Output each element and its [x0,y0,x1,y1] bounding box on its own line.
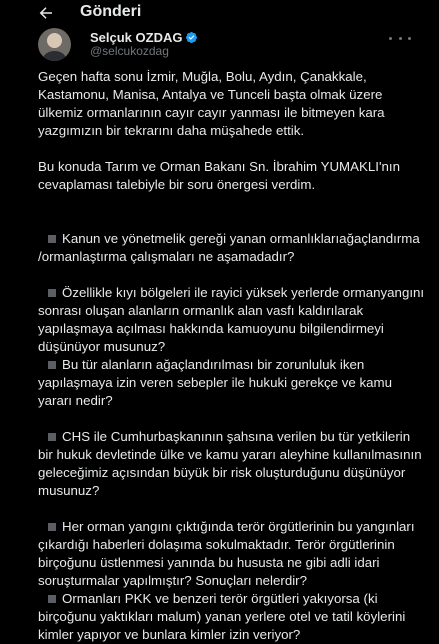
question-2: Özellikle kıyı bölgeleri ile rayici yüksek yerlerde ormanyangını sonrası oluşan alanların ormanlık alan vasfı kaldırılarak yapılaşmaya açılması hakkında kamuoyunu bilgilendirmeyi düşünüyor musunuz? [38,285,425,354]
more-options-button[interactable] [389,30,411,46]
arrow-left-icon [37,4,55,22]
avatar[interactable] [38,28,71,61]
square-bullet-icon [48,433,56,441]
verified-badge-icon [185,31,198,44]
square-bullet-icon [48,361,56,369]
tweet-question-list [38,212,426,644]
back-button[interactable] [36,3,56,23]
square-bullet-icon [48,235,56,243]
question-4: CHS ile Cumhurbaşkanının şahsına verilen bu tür yetkilerin bir hukuk devletinde ülke ve kamu yararı aleyhine kullanılmasının geleceğimiz açısından büyük bir risk oluşturduğunu düşünüyor musunuz? [38,429,422,498]
top-bar [0,0,439,26]
tweet-text [38,68,426,644]
question-5: Her orman yangını çıktığında terör örgütlerinin bu yangınları çıkardığı haberleri dolaşıma sokulmaktadır. Terör örgütlerinin birçoğunu üstlenmesi yanında bu hususta ne gibi adli idari soruşturmalar yapılmıştır? Sonuçları nelerdir? [38,519,415,588]
tweet-paragraph: Bu konuda Tarım ve Orman Bakanı Sn. İbrahim YUMAKLI'nın cevaplaması talebiyle bir soru önergesi verdim. [38,159,400,192]
tweet-author [20,28,427,60]
author-name[interactable]: Selçuk OZDAG [90,30,183,45]
square-bullet-icon [48,289,56,297]
page-title: Gönderi [80,3,142,20]
more-dot-icon [399,37,402,40]
square-bullet-icon [48,595,56,603]
square-bullet-icon [48,523,56,531]
more-dot-icon [408,37,411,40]
question-1: Kanun ve yönetmelik gereği yanan ormanlıklarıağaçlandırma /ormanlaştırma çalışmaları ne aşamadadır? [38,231,420,264]
more-dot-icon [389,37,392,40]
author-handle[interactable]: @selcukozdag [90,44,169,58]
question-6: Ormanları PKK ve benzeri terör örgütleri yakıyorsa (ki birçoğunu yaktıkları malum) yanan yerlere otel ve tatil köylerini kimler yapıyor ve bunlara kimler izin veriyor? [38,591,406,642]
question-3: Bu tür alanların ağaçlandırılması bir zorunluluk iken yapılaşmaya izin veren sebepler ile hukuki gerekçe ve kamu yararı nedir? [38,357,393,408]
author-name-row[interactable] [90,30,198,45]
tweet-paragraph: Geçen hafta sonu İzmir, Muğla, Bolu, Aydın, Çanakkale, Kastamonu, Manisa, Antalya ve Tunceli başta olmak üzere ülkemiz ormanlarının cayır cayır yanması ile bitmeyen kara yazgımızın bir tekrarını daha müşahede ettik. [38,69,385,138]
